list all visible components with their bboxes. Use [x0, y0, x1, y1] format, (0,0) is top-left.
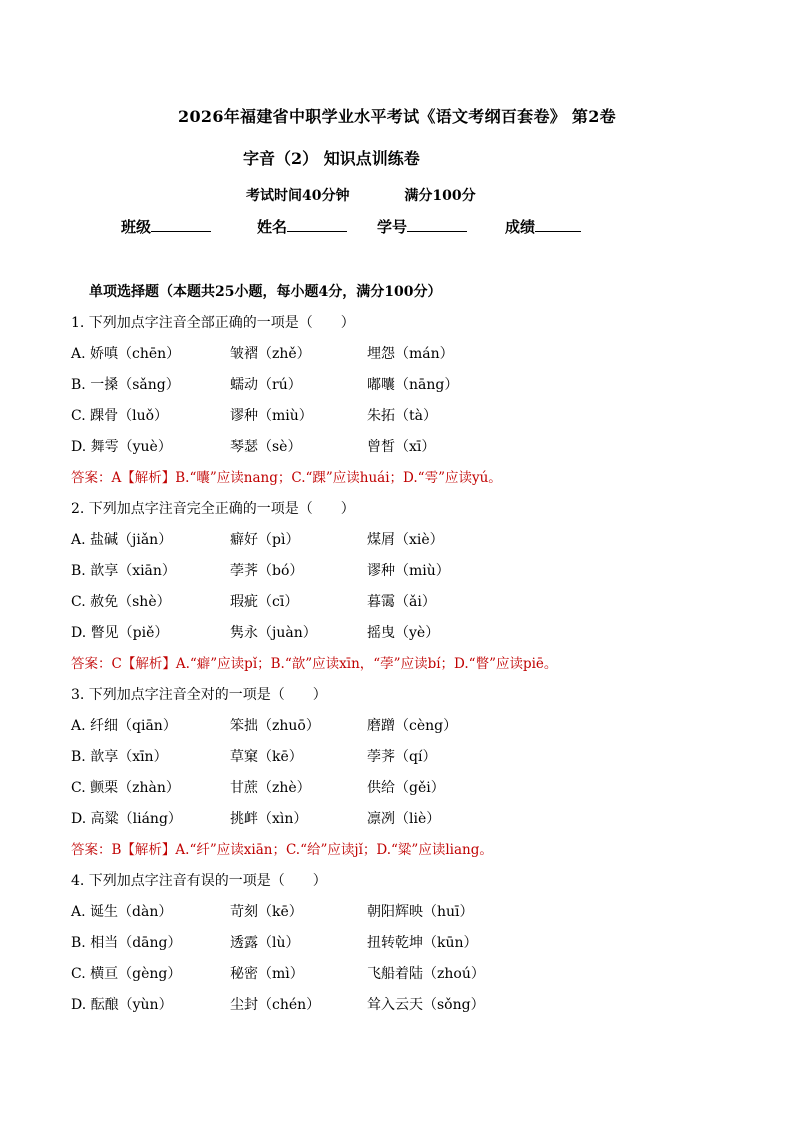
exam-meta	[246, 185, 476, 205]
exam-time: 考试时间40分钟	[246, 188, 350, 204]
answer-explanation: 答案：C【解析】A.“癖”应读pǐ；B.“歆”应读xīn，“荸”应读bí；D.“瞥”应读piē。	[71, 656, 558, 672]
student-info	[121, 216, 621, 237]
document-title: 2026年福建省中职学业水平考试《语文考纲百套卷》 第2卷	[178, 107, 616, 126]
field-score: 成绩	[505, 216, 581, 237]
option-d[interactable]: D. 舞雩（yuè） 琴瑟（sè） 曾皙（xī）	[71, 439, 436, 455]
question-1	[71, 312, 771, 498]
question-list	[71, 312, 771, 1025]
option-c[interactable]: C. 踝骨（luǒ） 谬种（miù） 朱拓（tà）	[71, 408, 437, 424]
option-b[interactable]: B. 相当（dāng） 透露（lù） 扭转乾坤（kūn）	[71, 935, 478, 951]
name-blank[interactable]	[287, 217, 347, 232]
option-b[interactable]: B. 一搡（sǎng） 蠕动（rú） 嘟囔（nāng）	[71, 377, 459, 393]
answer-explanation: 答案：B【解析】A.“纤”应读xiān；C.“给”应读jǐ；D.“粱”应读liang。	[71, 842, 493, 858]
class-blank[interactable]	[151, 217, 211, 232]
field-class: 班级	[121, 216, 211, 237]
option-b[interactable]: B. 歆享（xīn） 草窠（kē） 荸荠（qí）	[71, 749, 437, 765]
question-4	[71, 870, 771, 1025]
exam-score: 满分100分	[404, 188, 476, 204]
option-a[interactable]: A. 纤细（qiān） 笨拙（zhuō） 磨蹭（cèng）	[71, 718, 458, 734]
answer-explanation: 答案：A【解析】B.“囔”应读nang；C.“踝”应读huái；D.“雩”应读yú。	[71, 470, 502, 486]
option-d[interactable]: D. 高粱（liáng） 挑衅（xìn） 凛冽（liè）	[71, 811, 441, 827]
score-blank[interactable]	[535, 217, 581, 232]
section-heading: 单项选择题（本题共25小题，每小题4分，满分100分）	[89, 284, 442, 300]
question-stem: 2. 下列加点字注音完全正确的一项是（ ）	[71, 501, 355, 517]
option-d[interactable]: D. 瞥见（piě） 隽永（juàn） 摇曳（yè）	[71, 625, 440, 641]
option-d[interactable]: D. 酝酿（yùn） 尘封（chén） 耸入云天（sǒng）	[71, 997, 485, 1013]
document-subtitle: 字音（2） 知识点训练卷	[243, 149, 420, 168]
question-stem: 4. 下列加点字注音有误的一项是（ ）	[71, 873, 327, 889]
option-a[interactable]: A. 诞生（dàn） 苛刻（kē） 朝阳辉映（huī）	[71, 904, 474, 920]
option-a[interactable]: A. 盐碱（jiǎn） 癖好（pì） 煤屑（xiè）	[71, 532, 444, 548]
option-c[interactable]: C. 横亘（gèng） 秘密（mì） 飞船着陆（zhoú）	[71, 966, 485, 982]
question-3	[71, 684, 771, 870]
question-2	[71, 498, 771, 684]
field-name: 姓名	[257, 216, 347, 237]
question-stem: 1. 下列加点字注音全部正确的一项是（ ）	[71, 315, 355, 331]
option-a[interactable]: A. 娇嗔（chēn） 皱褶（zhě） 埋怨（mán）	[71, 346, 454, 362]
option-c[interactable]: C. 赦免（shè） 瑕疵（cī） 暮霭（ǎi）	[71, 594, 436, 610]
id-blank[interactable]	[407, 217, 467, 232]
option-c[interactable]: C. 颤栗（zhàn） 甘蔗（zhè） 供给（gěi）	[71, 780, 445, 796]
question-stem: 3. 下列加点字注音全对的一项是（ ）	[71, 687, 327, 703]
option-b[interactable]: B. 歆享（xiān） 荸荠（bó） 谬种（miù）	[71, 563, 450, 579]
field-id: 学号	[377, 216, 467, 237]
